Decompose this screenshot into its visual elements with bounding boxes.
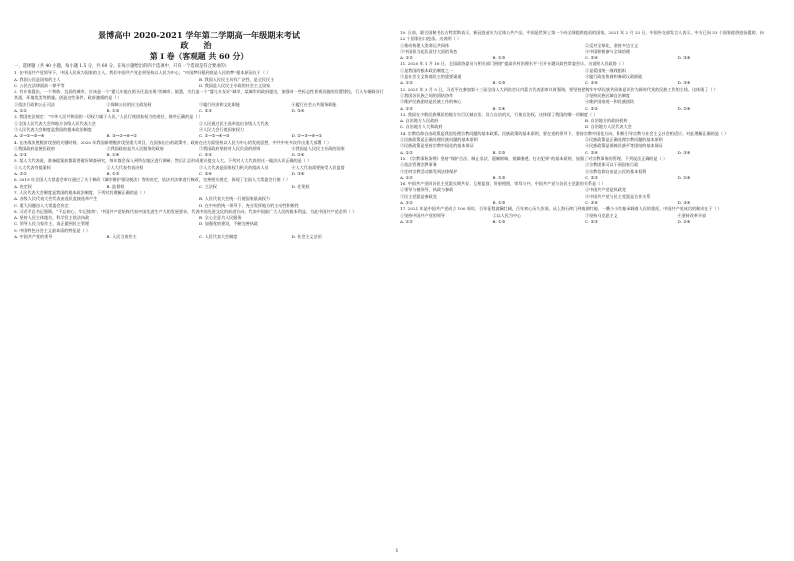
- answer-option: A. ②→①→③→④: [14, 133, 45, 139]
- question-block: [400, 80, 770, 86]
- question-block: [14, 70, 384, 89]
- answer-option: B. 监督权: [106, 183, 125, 189]
- question-block: [400, 206, 770, 219]
- answer-option: ③民主党派是参政党: [400, 193, 437, 199]
- answer-option: D. 我国是人民民主专政的社会主义国家: [199, 82, 271, 88]
- answer-option: ①是我国的根本政治制度之一: [400, 67, 454, 73]
- answer-option: ①领导与被领导，执政与参政: [400, 187, 454, 193]
- left-question-list: [14, 70, 384, 240]
- answer-option: C. ②④: [585, 200, 598, 206]
- answer-option: B. ①③: [492, 80, 506, 86]
- answer-option: ③任何宗教活动都受到法律保护: [400, 168, 458, 174]
- question-block: [400, 106, 770, 112]
- answer-option: ③维护民族团结是民族工作的核心: [400, 99, 462, 105]
- answer-option: D. 在中央的统一领导下，充分发挥地方的主动性积极性: [199, 202, 299, 208]
- question-stem: 10. 日前，联合国秘书长古特雷斯表示，新冠疫苗应为全球公共产品，中国是世界上第一个向全球提供疫苗的国家。2021 年 2 月 23 日，中国外交部发言人表示，中方已向 53 个国家提供疫苗援助，向 22 个国家出口疫苗。这表明（ ）: [400, 30, 764, 42]
- question-stem: 11. 2020 年 1 月 16 日，全国政协委员与相关部门围绕“提高乡村治理水平”召开专题议政性常委会议。这说明人民政协（ ）: [400, 61, 627, 67]
- question-block: [400, 181, 770, 200]
- question-stem: 5. 某人大代表说，准备提案前都需要做好调查研究，每年都会深入到所在地区进行调研，然后汇总形成建议提交人大。下列对人大代表的这一做法认识正确的是（ ）: [14, 158, 312, 164]
- answer-option: ②中国共产党是执政党: [585, 187, 626, 193]
- answer-option: C. ②③: [585, 174, 598, 180]
- answer-option: B. ①③: [492, 200, 506, 206]
- question-block: [400, 156, 770, 175]
- answer-option: D. 社会主义法治: [291, 234, 322, 240]
- answer-option: A. 自治地方人民政府: [400, 118, 439, 124]
- answer-option: ④我国是人民民主专政的国家: [291, 145, 345, 151]
- answer-option: B. ③→②→④→①: [106, 133, 138, 139]
- question-stem: 16. 中国共产党同各民主党派长期共存，互相监督，肝胆相照，荣辱与共。中国共产党与各民主党派的关系是（ ）: [400, 181, 606, 187]
- answer-option: B. ①④: [106, 152, 120, 158]
- answer-option: D. ①④: [677, 174, 691, 180]
- answer-option: B. 人民当家作主: [106, 234, 137, 240]
- question-block: [400, 150, 770, 156]
- question-stem: 3. 我国宪法规定：“中华人民共和国的一切权力属于人民。”人民行使国家权力的途径，排序正确的是（ ）: [14, 114, 203, 120]
- answer-option: A. ①②: [400, 80, 413, 86]
- answer-option: D. 加强党的建设，不断完善执政: [199, 221, 258, 227]
- answer-option: D. ③④: [677, 55, 691, 61]
- option-row: [400, 43, 770, 56]
- answer-option: ③人民代表大会制度是我国的根本政治制度: [14, 126, 92, 132]
- answer-option: C. ②③: [585, 218, 598, 224]
- option-row: [400, 162, 770, 175]
- option-row: [14, 77, 384, 90]
- question-stem: 14. 宗教信仰自由政策是我国处理宗教问题的基本政策。民族政策的基本原则，要在党的领导下，坚持宗教中国化方向，积极引导宗教与社会主义社会相适应。对此理解正确的是（ ）: [400, 130, 729, 136]
- answer-option: B. ①③: [492, 149, 506, 155]
- question-block: [14, 190, 384, 209]
- option-row: [400, 187, 770, 200]
- answer-option: ①我国各民族之间的团结协作: [400, 92, 454, 98]
- answer-option: ④宗教信仰自由是公民的基本权利: [585, 168, 647, 174]
- option-row: [14, 196, 384, 209]
- answer-option: ③我国政府坚持对人民负责的原则: [199, 145, 261, 151]
- question-block: [400, 30, 770, 55]
- right-column: [400, 30, 770, 225]
- question-block: [14, 228, 384, 241]
- answer-option: ①我国政府是便民政府: [14, 145, 55, 151]
- question-stem: 1. 在中国共产党领导下，中国人民成为国家的主人。我们中国共产党必须坚持以人民为中心，“中国梦归根到底是人民的梦”根本原因在于（ ）: [14, 70, 271, 76]
- option-row: [400, 150, 770, 156]
- answer-option: ④维护国家统一和民族团结: [585, 99, 635, 105]
- answer-option: ②保障公民的民主政治权: [106, 101, 152, 107]
- section-instruction: 一、选择题（共 40 小题，每小题 1.5 分，共 60 分。在每小题给出的四个选项中，只有一个选项是符合要求的）: [14, 64, 230, 69]
- answer-option: A. ①②: [400, 55, 413, 61]
- answer-option: A. 中国共产党的领导: [14, 234, 53, 240]
- answer-option: C. ①→②→④→③: [199, 133, 230, 139]
- question-stem: 2. 有专家提出，一个和谐、宜居的城市，应该是一个“婴儿车能在街头任意出现”的城市。据悉，为打造一个“婴儿车友好”城市，某城市的政府提出，加强对一些标志性景观设施的设置建设，行人车辆路各行其道，环境优美等措施。创造这些条件，政府遵循的是（ ）: [14, 89, 384, 101]
- exam-title: 景博高中 2020-2021 学年第二学期高一年级期末考试: [97, 30, 301, 40]
- answer-option: ②人大代表有表决权: [106, 164, 144, 170]
- answer-option: ③是社会主义协商民主的重要渠道: [400, 74, 462, 80]
- answer-option: D. ②→③→④→①: [291, 133, 323, 139]
- question-stem: 12. 2021 年 3 月 5 日，习近平在参加第十三届全国人大四次会议内蒙古代表团审议时强调，要坚持把铸牢中华民族共同体意识作为新时代党的民族工作的主线。这体现了（ ）: [400, 86, 718, 92]
- page-number: 1: [395, 548, 399, 554]
- answer-option: B. ①③: [492, 55, 506, 61]
- answer-option: ①全国人民代表大会和地方各级人民代表大会: [14, 120, 96, 126]
- answer-option: B. ①③: [492, 218, 506, 224]
- question-block: [14, 133, 384, 139]
- question-block: [14, 158, 384, 171]
- answer-option: ①推动构建人类命运共同体: [400, 42, 450, 48]
- right-question-list: [400, 30, 770, 225]
- option-row: [400, 118, 770, 131]
- answer-option: C. ②④: [585, 149, 598, 155]
- option-row: [400, 137, 770, 150]
- option-row: [14, 184, 384, 190]
- answer-option: ①依法管理宗教事务: [400, 162, 437, 168]
- option-row: [400, 80, 770, 86]
- answer-option: C. ②③: [585, 105, 598, 111]
- answer-option: A. ①③: [400, 105, 413, 111]
- answer-option: C. ②④: [585, 80, 598, 86]
- question-block: [400, 112, 770, 131]
- answer-option: A. ①②: [400, 218, 413, 224]
- answer-option: ②民族政策是正确处理宗教问题的基本原则: [585, 137, 663, 143]
- option-row: [14, 133, 384, 139]
- answer-option: A. ①②: [14, 171, 27, 177]
- answer-option: A. 决定权: [14, 183, 32, 189]
- answer-option: C. 重大问题由人大常委会决定: [14, 202, 69, 208]
- answer-option: C. 人民代表大会制度: [199, 234, 238, 240]
- option-row: [14, 215, 384, 228]
- option-row: [400, 106, 770, 112]
- answer-option: C. ②④: [585, 55, 598, 61]
- answer-option: D. ②④: [291, 152, 305, 158]
- question-block: [400, 219, 770, 225]
- question-stem: 4. 在决战决胜脱贫攻坚的关键时刻，2020 年我国新增脱贫攻坚重大项目，在国家出台的政策中，政府在这方面坚持以人民为中心的发展思想，中共中央多次作出重大部署（ ）: [14, 139, 332, 145]
- left-column: [14, 30, 384, 240]
- answer-option: ②我国政府是为人民服务的政府: [106, 145, 164, 151]
- answer-option: A. 我国公民是国家的主人: [14, 76, 61, 82]
- answer-option: C. ②③: [199, 152, 212, 158]
- answer-option: A. ①③: [14, 152, 27, 158]
- answer-option: D. ③④: [291, 108, 305, 114]
- answer-option: D. ③④: [677, 149, 691, 155]
- answer-option: A. ①②: [400, 149, 413, 155]
- answer-option: A. ①②: [400, 174, 413, 180]
- answer-option: ①依法行政和公正司法: [14, 101, 55, 107]
- answer-option: D. ③④: [677, 200, 691, 206]
- question-stem: 8. 习近平总书记强调，“不忘初心，牢记使命”，中国共产党始终代表中国先进生产力的发展要求，代表中国先进文化的前进方向，代表中国最广大人民的根本利益。为此中国共产党必须（ ）: [14, 208, 357, 214]
- part-title: 第 I 卷（客观题 共 60 分）: [149, 52, 249, 61]
- exam-subject: 政 治: [180, 40, 218, 50]
- option-row: [400, 68, 770, 81]
- answer-option: ④民族政策是保障民族平等团结的基本保证: [585, 143, 663, 149]
- option-row: [400, 93, 770, 106]
- answer-option: ②是爱国统一战线组织: [585, 67, 626, 73]
- question-block: [400, 87, 770, 106]
- answer-option: ④履行社会公共服务职能: [291, 101, 337, 107]
- answer-option: B. ①③: [106, 108, 120, 114]
- answer-option: ③人大代表是国家权力机关的组成人员: [199, 164, 269, 170]
- option-row: [14, 121, 384, 134]
- answer-option: C. ②④: [199, 171, 212, 177]
- answer-option: ③中国担当起负责任大国的角色: [400, 48, 458, 54]
- answer-option: C. ②③: [199, 108, 212, 114]
- answer-option: B. 我国人民民主具有广泛性，是全民民主: [199, 76, 275, 82]
- option-row: [400, 219, 770, 225]
- answer-option: D. ②④: [677, 105, 691, 111]
- answer-option: B. 自治地方的政府机构: [585, 118, 628, 124]
- answer-option: ④履行政治协商和参政议政职能: [585, 74, 643, 80]
- answer-option: ④人大代表需要接受人民监督: [291, 164, 345, 170]
- answer-option: ④中国积极参与全球治理: [585, 48, 631, 54]
- answer-option: B. 人民代表大会统一行使国家最高权力: [199, 196, 271, 202]
- question-stem: 7. 人民代表大会制度是我国的根本政治制度，下列对其理解正确的是（ ）: [14, 189, 148, 195]
- question-stem: 9. 中国特色社会主义最本质的特征是（ ）: [14, 227, 91, 233]
- answer-option: C. 领导人民当家作主，真正做到民主管理: [14, 221, 90, 227]
- answer-option: C. 公民在法律面前一律平等: [14, 82, 65, 88]
- answer-option: D. ③④: [291, 171, 305, 177]
- answer-option: ②人民通过民主选举选出各级人大代表: [199, 120, 269, 126]
- answer-option: D. 自治地方人民代表大会: [585, 124, 632, 130]
- question-block: [14, 89, 384, 108]
- answer-option: ③履行经济和文化职能: [199, 101, 240, 107]
- question-stem: 6. 2019 年全国人大常委会审议通过了关于修改《城市维护建设税法》等的决定，依法对法律进行修改，完善相关规定，体现了全国人大常委会行使（ ）: [14, 177, 291, 183]
- question-block: [400, 131, 770, 150]
- option-row: [14, 234, 384, 240]
- question-block: [14, 209, 384, 228]
- answer-option: C. 立法权: [199, 183, 217, 189]
- answer-option: D. 任免权: [291, 183, 310, 189]
- answer-option: ①人大代表有提案权: [14, 164, 51, 170]
- answer-option: ③民族政策是坚持宗教中国化的基本保证: [400, 143, 474, 149]
- answer-option: D. ②④: [677, 218, 691, 224]
- answer-option: ④中国共产党与民主党派是合作关系: [585, 193, 651, 199]
- question-stem: 13. 我国在少数民族聚居的地方实行区域自治，设立自治机关，行使自治权。这体现了我国的哪一项制度（ ）: [400, 111, 598, 117]
- answer-option: A. 各级人民代表大会代表由选民直接选举产生: [14, 196, 98, 202]
- answer-option: B. ①③: [106, 171, 120, 177]
- answer-option: ②坚持民族区域自治制度: [585, 92, 631, 98]
- answer-option: C. 自治地方人大和政府: [400, 124, 443, 130]
- answer-option: ①民族政策是正确处理民族问题的基本原则: [400, 137, 478, 143]
- answer-option: A. ①②: [400, 200, 413, 206]
- answer-option: ④人民大会行使国家权力: [199, 126, 245, 132]
- answer-option: ①坚持中国共产党的领导: [400, 212, 446, 218]
- question-block: [400, 61, 770, 80]
- answer-option: ②反对全球化，坚持多边主义: [585, 42, 639, 48]
- answer-option: B. 全心全意为人民服务: [199, 215, 242, 221]
- question-stem: 17. 2021 年是中国共产党成立 100 周年，百年征程波澜壮阔，百年初心历久弥坚。从上海石库门到南湖红船，一艘小小红船承载着人民的重托。中国共产党成功的秘诀在于（ ）: [400, 206, 722, 212]
- question-block: [14, 177, 384, 190]
- question-block: [14, 114, 384, 133]
- answer-option: B. ①④: [492, 105, 506, 111]
- answer-option: D. ③④: [677, 80, 691, 86]
- answer-option: ③坚持马克思主义: [585, 212, 618, 218]
- answer-option: A. ①②: [14, 108, 27, 114]
- answer-option: ②以人民为中心: [492, 212, 522, 218]
- answer-option: A. 坚持人民主体地位，科学民主依法执政: [14, 215, 90, 221]
- answer-option: ④坚持改革开放: [677, 212, 707, 218]
- answer-option: B. ①③: [492, 174, 506, 180]
- answer-option: ②宗教团体可以干预国家行政: [585, 162, 639, 168]
- question-stem: 15. 《宗教事务条例》坚持“保护合法、制止非法、遏制极端、抵御渗透、打击犯罪”的基本原则，加强了对宗教事务的管理。下列说法正确的是（ ）: [400, 155, 668, 161]
- question-block: [14, 140, 384, 153]
